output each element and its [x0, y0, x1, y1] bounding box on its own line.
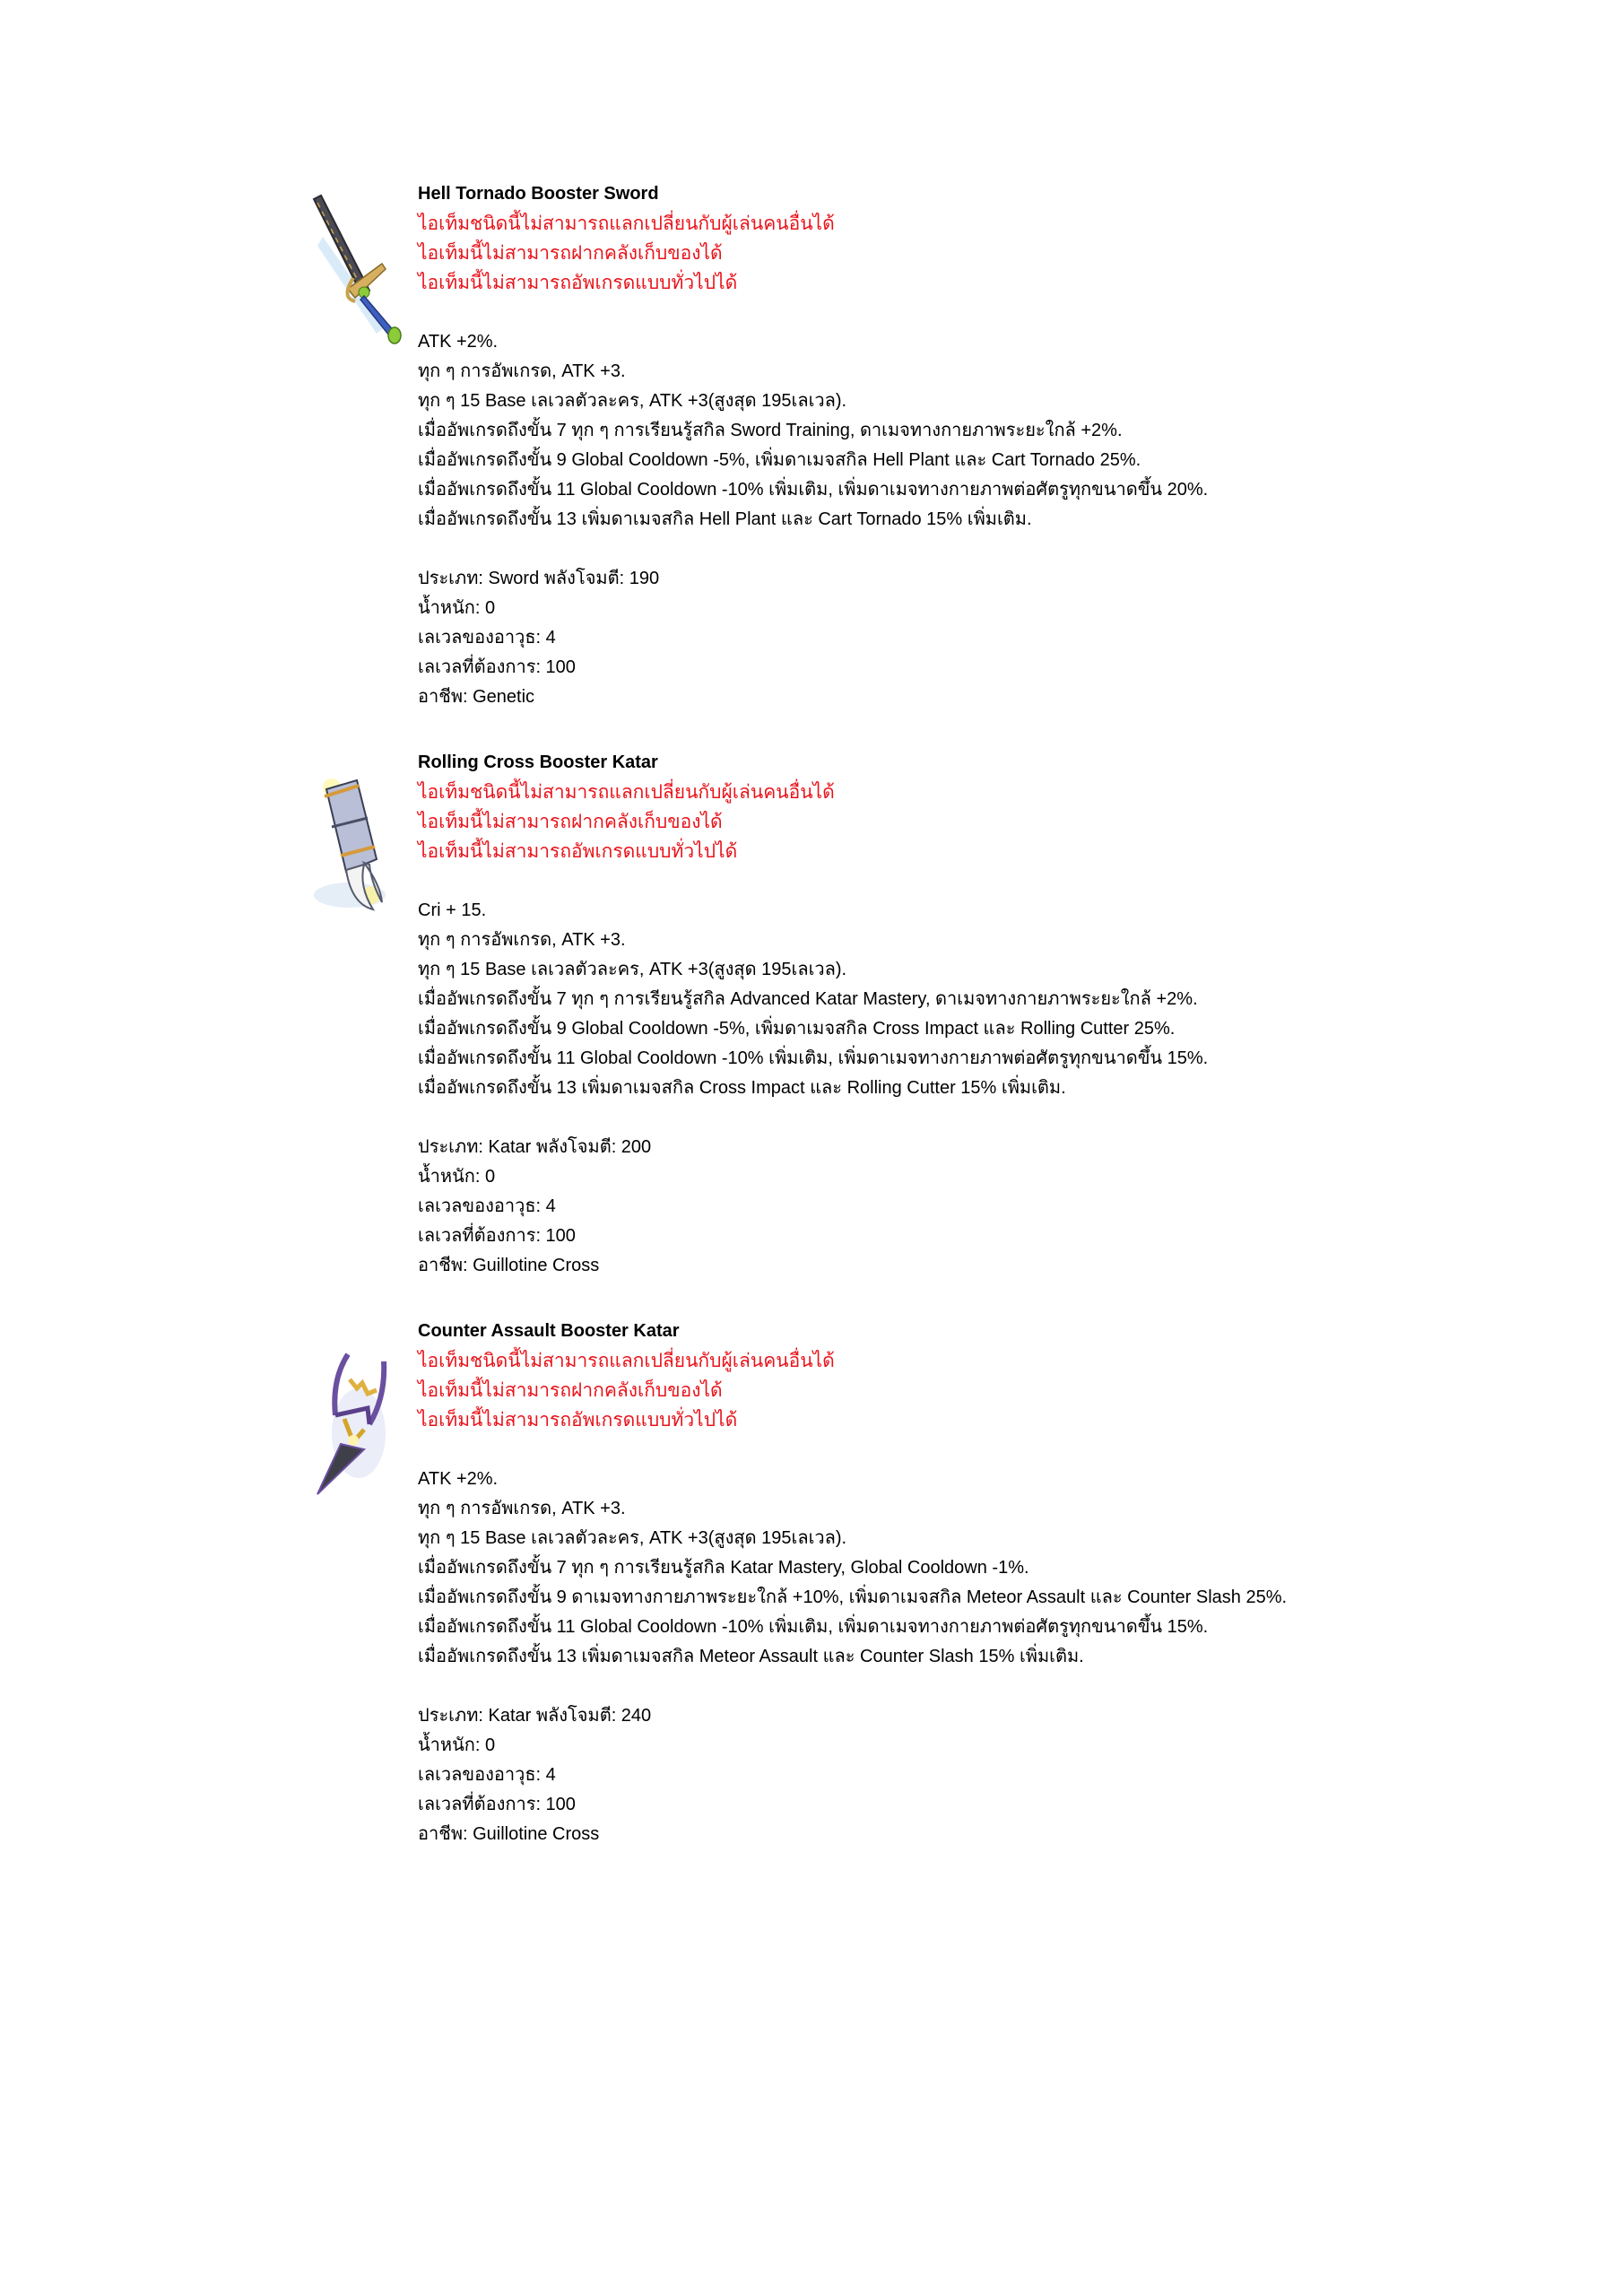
warning-no-upgrade: ไอเท็มนี้ไม่สามารถอัพเกรดแบบทั่วไปได้ [418, 1410, 738, 1431]
effect-line: ATK +2%. [418, 332, 499, 352]
stat-weapon-level: เลเวลของอาวุธ: 4 [418, 1196, 556, 1216]
effect-line: เมื่ออัพเกรดถึงขั้น 7 ทุก ๆ การเรียนรู้สกิล Advanced Katar Mastery, ดาเมจทางกายภาพระยะใกล้ +2%. [418, 989, 1198, 1009]
stat-weapon-level: เลเวลของอาวุธ: 4 [418, 628, 556, 648]
effect-line: Cri + 15. [418, 900, 487, 920]
effect-line: เมื่ออัพเกรดถึงขั้น 9 ดาเมจทางกายภาพระยะใกล้ +10%, เพิ่มดาเมจสกิล Meteor Assault และ Counter Slash 25%. [418, 1587, 1288, 1607]
stat-job: อาชีพ: Guillotine Cross [418, 1824, 600, 1844]
item-name: Rolling Cross Booster Katar [418, 752, 658, 772]
effect-line: ATK +2%. [418, 1469, 499, 1489]
katar-claw-icon [305, 770, 412, 922]
effect-line: เมื่ออัพเกรดถึงขั้น 11 Global Cooldown -10% เพิ่มเติม, เพิ่มดาเมจทางกายภาพต่อศัตรูทุกขนาดขึ้น 15%. [418, 1617, 1209, 1637]
item-name: Hell Tornado Booster Sword [418, 184, 659, 204]
effect-line: เมื่ออัพเกรดถึงขั้น 7 ทุก ๆ การเรียนรู้สกิล Sword Training, ดาเมจทางกายภาพระยะใกล้ +2%. [418, 421, 1123, 440]
warning-no-trade: ไอเท็มชนิดนี้ไม่สามารถแลกเปลี่ยนกับผู้เล่นคนอื่นได้ [418, 1351, 835, 1371]
effect-line: เมื่ออัพเกรดถึงขั้น 13 เพิ่มดาเมจสกิล Cross Impact และ Rolling Cutter 15% เพิ่มเติม. [418, 1078, 1066, 1098]
item-details [418, 1317, 1494, 1849]
stat-job: อาชีพ: Genetic [418, 687, 535, 707]
effect-line: ทุก ๆ 15 Base เลเวลตัวละคร, ATK +3(สูงสุด 195เลเวล). [418, 391, 847, 411]
stat-type-attack: ประเภท: Sword พลังโจมตี: 190 [418, 569, 660, 588]
katar-blade-icon [305, 1344, 412, 1496]
stat-required-level: เลเวลที่ต้องการ: 100 [418, 1795, 576, 1814]
effect-line: เมื่ออัพเกรดถึงขั้น 11 Global Cooldown -10% เพิ่มเติม, เพิ่มดาเมจทางกายภาพต่อศัตรูทุกขนาดขึ้น 20%. [418, 480, 1209, 500]
stat-required-level: เลเวลที่ต้องการ: 100 [418, 657, 576, 677]
item-details [418, 179, 1494, 712]
stat-type-attack: ประเภท: Katar พลังโจมตี: 240 [418, 1706, 652, 1726]
effect-line: เมื่ออัพเกรดถึงขั้น 7 ทุก ๆ การเรียนรู้สกิล Katar Mastery, Global Cooldown -1%. [418, 1558, 1029, 1578]
warning-no-storage: ไอเท็มนี้ไม่สามารถฝากคลังเก็บของได้ [418, 1380, 723, 1401]
warning-no-storage: ไอเท็มนี้ไม่สามารถฝากคลังเก็บของได้ [418, 812, 723, 832]
effect-line: ทุก ๆ 15 Base เลเวลตัวละคร, ATK +3(สูงสุด 195เลเวล). [418, 960, 847, 979]
effect-line: ทุก ๆ การอัพเกรด, ATK +3. [418, 361, 626, 381]
effect-line: เมื่ออัพเกรดถึงขั้น 9 Global Cooldown -5%, เพิ่มดาเมจสกิล Cross Impact และ Rolling Cutter 25%. [418, 1019, 1176, 1039]
stat-weight: น้ำหนัก: 0 [418, 598, 496, 618]
item-details [418, 748, 1494, 1281]
stat-weight: น้ำหนัก: 0 [418, 1735, 496, 1755]
effect-line: ทุก ๆ การอัพเกรด, ATK +3. [418, 1499, 626, 1518]
warning-no-storage: ไอเท็มนี้ไม่สามารถฝากคลังเก็บของได้ [418, 243, 723, 264]
stat-job: อาชีพ: Guillotine Cross [418, 1256, 600, 1275]
stat-type-attack: ประเภท: Katar พลังโจมตี: 200 [418, 1137, 652, 1157]
stat-weight: น้ำหนัก: 0 [418, 1167, 496, 1187]
effect-line: ทุก ๆ การอัพเกรด, ATK +3. [418, 930, 626, 950]
stat-required-level: เลเวลที่ต้องการ: 100 [418, 1226, 576, 1246]
sword-icon [305, 192, 412, 344]
stat-weapon-level: เลเวลของอาวุธ: 4 [418, 1765, 556, 1785]
effect-line: เมื่ออัพเกรดถึงขั้น 9 Global Cooldown -5%, เพิ่มดาเมจสกิล Hell Plant และ Cart Tornado 25%. [418, 450, 1141, 470]
item-name: Counter Assault Booster Katar [418, 1321, 680, 1341]
effect-line: ทุก ๆ 15 Base เลเวลตัวละคร, ATK +3(สูงสุด 195เลเวล). [418, 1528, 847, 1548]
warning-no-upgrade: ไอเท็มนี้ไม่สามารถอัพเกรดแบบทั่วไปได้ [418, 273, 738, 293]
warning-no-trade: ไอเท็มชนิดนี้ไม่สามารถแลกเปลี่ยนกับผู้เล่นคนอื่นได้ [418, 213, 835, 234]
effect-line: เมื่ออัพเกรดถึงขั้น 11 Global Cooldown -10% เพิ่มเติม, เพิ่มดาเมจทางกายภาพต่อศัตรูทุกขนาดขึ้น 15%. [418, 1048, 1209, 1068]
effect-line: เมื่ออัพเกรดถึงขั้น 13 เพิ่มดาเมจสกิล Hell Plant และ Cart Tornado 15% เพิ่มเติม. [418, 509, 1032, 529]
effect-line: เมื่ออัพเกรดถึงขั้น 13 เพิ่มดาเมจสกิล Meteor Assault และ Counter Slash 15% เพิ่มเติม. [418, 1647, 1084, 1666]
warning-no-upgrade: ไอเท็มนี้ไม่สามารถอัพเกรดแบบทั่วไปได้ [418, 841, 738, 862]
warning-no-trade: ไอเท็มชนิดนี้ไม่สามารถแลกเปลี่ยนกับผู้เล่นคนอื่นได้ [418, 782, 835, 803]
